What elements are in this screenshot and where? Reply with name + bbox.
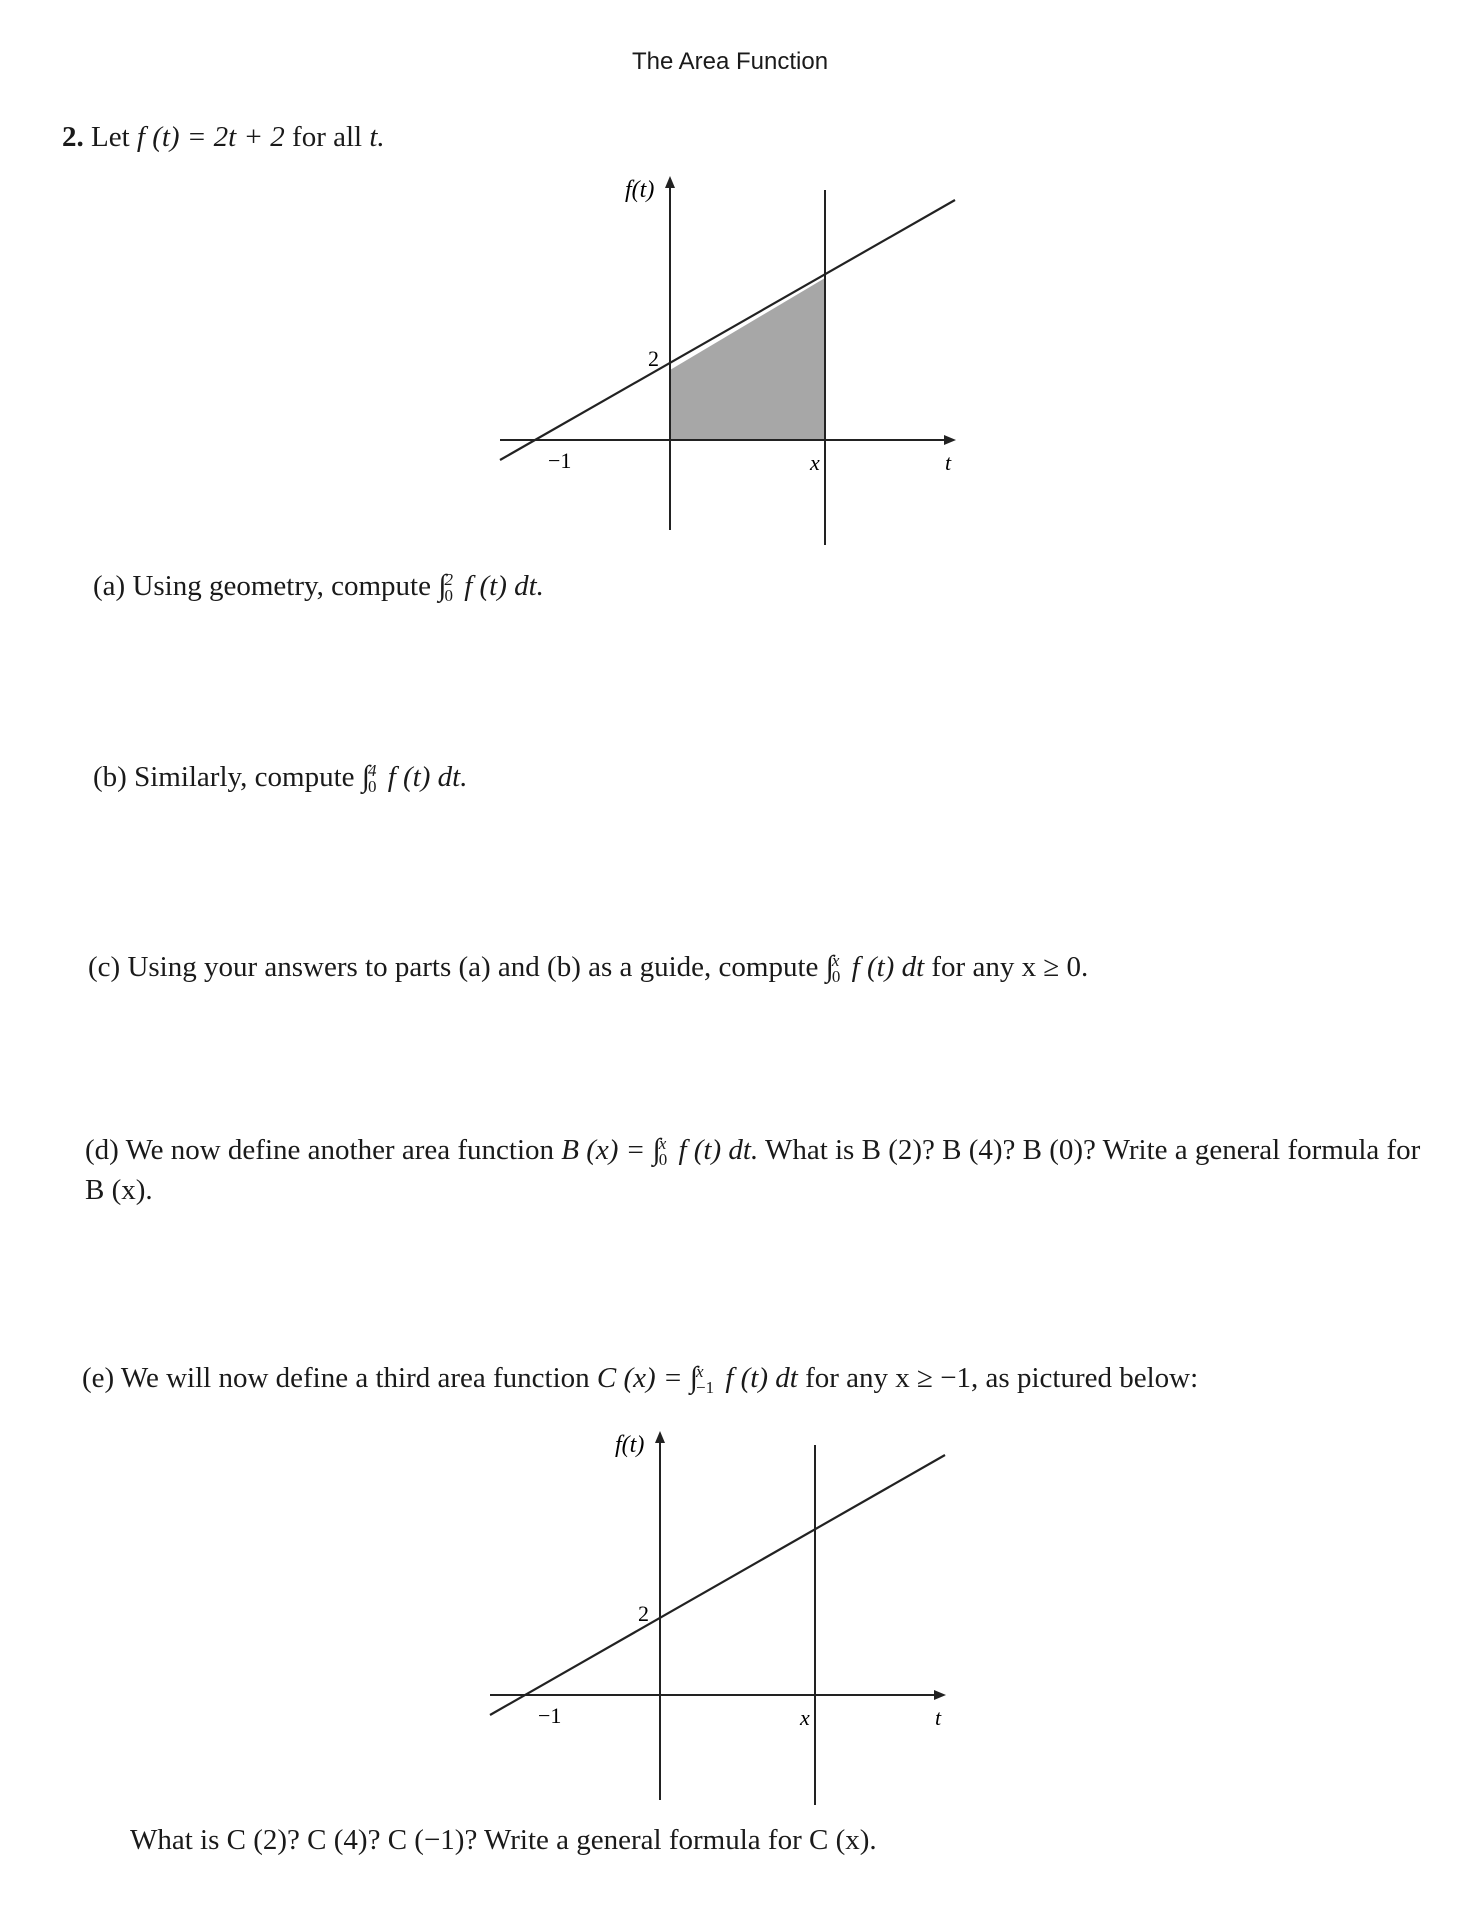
integrand: f (t) dt.	[387, 761, 468, 793]
upper-limit: 2	[444, 570, 453, 590]
part-b	[93, 757, 467, 798]
problem-number: 2.	[62, 121, 84, 153]
integrand: f (t) dt	[725, 1362, 798, 1394]
intro-tail: for all	[292, 121, 363, 153]
lower-limit: 0	[367, 777, 377, 797]
intro-lead: Let	[91, 121, 130, 153]
part-a	[93, 566, 544, 607]
part-d-tail: What is B (2)? B (4)? B (0)? Write a general formula for B (x).	[85, 1134, 1421, 1206]
graph-unshaded	[480, 1425, 960, 1815]
shaded-region	[670, 278, 825, 440]
t-axis-label: t	[945, 450, 952, 475]
upper-limit: 4	[367, 761, 377, 781]
graph-shaded-area	[490, 170, 970, 560]
integrand: f (t) dt.	[464, 570, 544, 602]
problem-statement	[62, 118, 385, 157]
tick-2: 2	[638, 1601, 649, 1626]
part-d-text: We now define another area function	[125, 1134, 555, 1166]
intro-function: f (t) = 2t + 2	[136, 121, 285, 153]
integral-sign-icon: ∫	[438, 569, 447, 602]
integral-sign-icon: ∫	[825, 950, 834, 983]
function-c: C (x) =	[596, 1362, 683, 1394]
y-axis-arrow	[655, 1431, 665, 1443]
tick-x: x	[800, 1705, 810, 1730]
limits	[832, 953, 841, 985]
t-axis-label: t	[935, 1705, 942, 1730]
function-b: B (x) =	[561, 1134, 646, 1166]
t-axis-arrow	[934, 1690, 946, 1700]
part-e-label: (e)	[82, 1362, 115, 1394]
lower-limit: 0	[831, 967, 841, 987]
tick-neg1: −1	[548, 448, 572, 473]
t-axis-arrow	[944, 435, 956, 445]
tick-neg1: −1	[538, 1703, 562, 1728]
function-line	[490, 1455, 945, 1715]
integral-sign-icon: ∫	[652, 1133, 661, 1166]
page-title: The Area Function	[631, 48, 829, 75]
part-d-label: (d)	[85, 1134, 119, 1166]
part-d	[85, 1130, 1425, 1210]
part-a-text: Using geometry, compute	[132, 570, 431, 602]
limits	[444, 572, 453, 604]
limits	[368, 763, 377, 795]
limits	[659, 1136, 668, 1168]
part-e-text: We will now define a third area function	[120, 1362, 590, 1394]
limits	[696, 1364, 714, 1396]
integrand: f (t) dt	[851, 951, 925, 983]
upper-limit: x	[658, 1134, 667, 1154]
lower-limit: 0	[658, 1150, 668, 1170]
integrand: f (t) dt.	[678, 1134, 759, 1166]
part-c-label: (c)	[88, 951, 121, 983]
y-axis-arrow	[665, 176, 675, 188]
upper-limit: x	[696, 1362, 704, 1382]
y-axis-label: f(t)	[615, 1432, 645, 1458]
tick-x: x	[810, 450, 820, 475]
lower-limit: 0	[444, 586, 453, 606]
part-c-text: Using your answers to parts (a) and (b) as a guide, compute	[127, 951, 819, 983]
upper-limit: x	[831, 951, 840, 971]
part-c-tail: for any x ≥ 0.	[931, 951, 1089, 983]
part-e-tail: for any x ≥ −1, as pictured below:	[805, 1362, 1199, 1394]
final-question: What is C (2)? C (4)? C (−1)? Write a general formula for C (x).	[130, 1824, 877, 1856]
part-b-text: Similarly, compute	[134, 761, 355, 793]
y-axis-label: f(t)	[625, 177, 655, 203]
tick-2: 2	[648, 346, 659, 371]
intro-variable: t.	[369, 121, 385, 153]
integral-sign-icon: ∫	[361, 760, 370, 793]
integral-sign-icon: ∫	[689, 1361, 698, 1394]
part-a-label: (a)	[93, 570, 126, 602]
lower-limit: −1	[696, 1378, 715, 1398]
part-e	[82, 1358, 1198, 1399]
part-b-label: (b)	[93, 761, 127, 793]
part-c	[88, 947, 1088, 988]
